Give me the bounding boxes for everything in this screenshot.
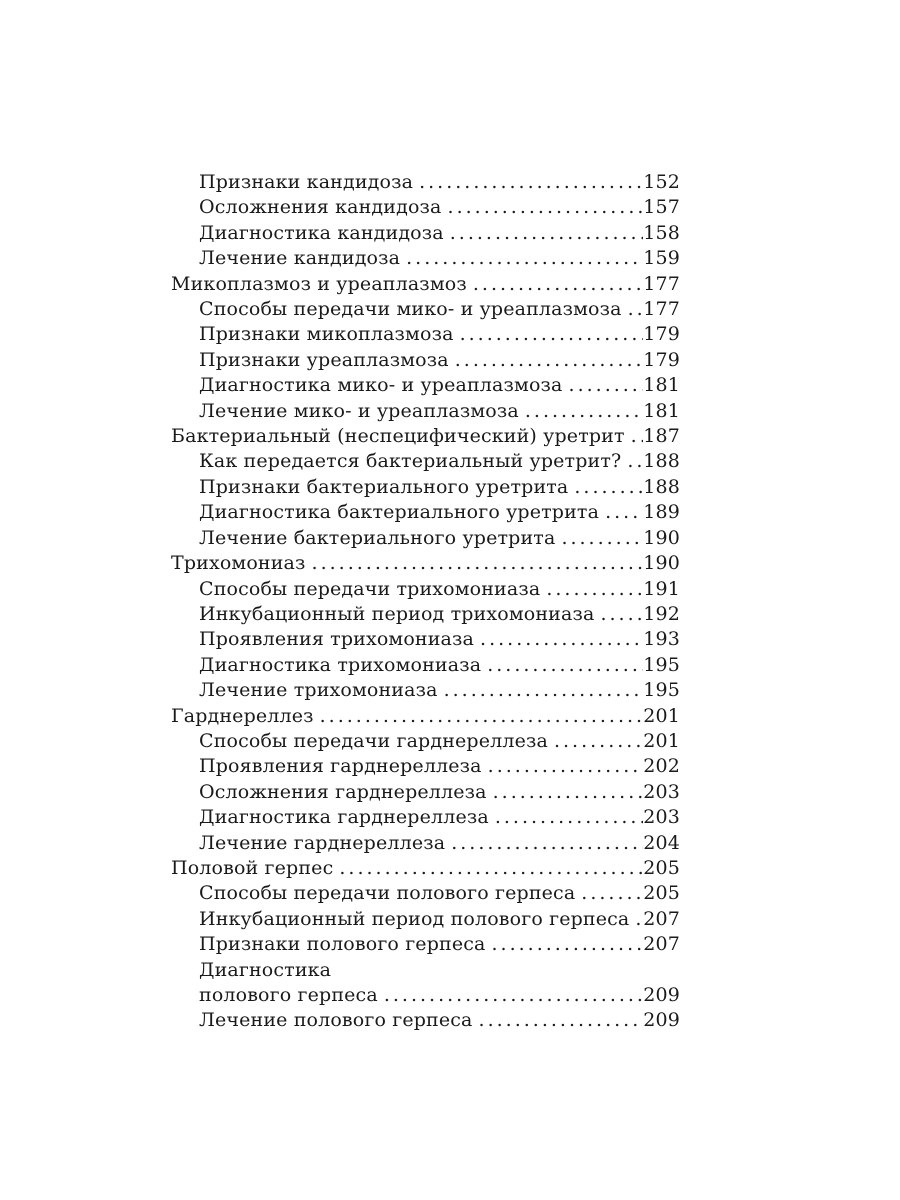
- toc-entry-title: полового герпеса: [199, 984, 378, 1006]
- toc-section-entry: [171, 729, 680, 754]
- toc-entry-title: Диагностика мико- и уреаплазмоза: [199, 374, 563, 397]
- toc-page-number: 207: [643, 933, 680, 956]
- toc-entry-title: Признаки микоплазмоза: [199, 323, 454, 346]
- dot-leader: [554, 729, 643, 754]
- toc-section-entry: [171, 373, 680, 398]
- toc-entry-title: Признаки полового герпеса: [199, 933, 486, 956]
- toc-page-number: 179: [643, 348, 680, 371]
- toc-section-entry: [171, 754, 680, 779]
- toc-section-entry: [171, 577, 680, 602]
- dot-leader: [495, 805, 643, 830]
- dot-leader: [419, 170, 643, 195]
- dot-leader: [451, 831, 643, 856]
- dot-leader: [492, 932, 644, 957]
- toc-section-entry: [171, 195, 680, 220]
- toc-entry-title: Способы передачи мико- и уреаплазмоза: [199, 298, 622, 321]
- toc-entry-title: Лечение бактериального уретрита: [199, 526, 556, 549]
- toc-page-number: 188: [643, 450, 680, 473]
- dot-leader: [628, 297, 644, 322]
- toc-section-entry: [171, 221, 680, 246]
- toc-page-number: 190: [643, 526, 680, 549]
- toc-entry-title: Признаки кандидоза: [199, 171, 414, 193]
- dot-leader: [339, 856, 643, 881]
- toc-chapter-entry: [171, 551, 680, 576]
- toc-page-number: 195: [643, 679, 680, 702]
- table-of-contents: [171, 170, 680, 1034]
- toc-page-number: 189: [643, 501, 680, 524]
- toc-section-entry: [171, 780, 680, 805]
- toc-page-number: 159: [643, 247, 680, 270]
- toc-page-number: 202: [643, 755, 680, 778]
- toc-page-number: 190: [643, 552, 680, 575]
- toc-page-number: 203: [643, 806, 680, 829]
- dot-leader: [635, 907, 643, 932]
- toc-page-number: 181: [643, 399, 680, 422]
- toc-page-number: 191: [643, 577, 680, 600]
- toc-section-entry: [171, 297, 680, 322]
- toc-page-number: 177: [643, 298, 680, 321]
- dot-leader: [574, 475, 643, 500]
- toc-page-number: 177: [643, 272, 680, 295]
- dot-leader: [605, 500, 643, 525]
- toc-entry-title: Диагностика гарднереллеза: [199, 806, 489, 829]
- toc-entry-title: Как передается бактериальный уретрит?: [199, 450, 622, 473]
- toc-page-number: 181: [643, 374, 680, 397]
- toc-entry-title: Лечение мико- и уреаплазмоза: [199, 399, 519, 422]
- toc-page-number: 193: [643, 628, 680, 651]
- toc-entry-title: Половой герпес: [171, 856, 334, 879]
- toc-page-number: 179: [643, 323, 680, 346]
- toc-section-entry: [171, 475, 680, 500]
- dot-leader: [320, 704, 644, 729]
- toc-entry-title: Лечение кандидоза: [199, 247, 401, 270]
- toc-entry-title-line: Диагностика: [199, 958, 332, 981]
- toc-entry-title: Способы передачи полового герпеса: [199, 882, 576, 905]
- dot-leader: [561, 526, 643, 551]
- toc-page-number: 152: [643, 171, 680, 193]
- toc-section-entry: [171, 246, 680, 271]
- toc-section-entry: [171, 526, 680, 551]
- toc-entry-title: Способы передачи трихомониаза: [199, 577, 541, 600]
- toc-entry-title: Гарднереллез: [171, 704, 314, 727]
- toc-entry-title: Микоплазмоз и уреаплазмоз: [171, 272, 467, 295]
- toc-section-entry: [171, 653, 680, 678]
- dot-leader: [600, 602, 643, 627]
- toc-section-entry: [171, 831, 680, 856]
- toc-section-entry: [171, 627, 680, 652]
- toc-page-number: 195: [643, 653, 680, 676]
- dot-leader: [627, 449, 643, 474]
- dot-leader: [384, 983, 643, 1008]
- dot-leader: [406, 246, 643, 271]
- toc-section-entry: [171, 678, 680, 703]
- toc-entry-title: Инкубационный период трихомониаза: [199, 602, 595, 625]
- dot-leader: [444, 678, 644, 703]
- toc-page-number: 201: [643, 729, 680, 752]
- toc-section-entry: [171, 1008, 680, 1033]
- toc-section-entry: [171, 449, 680, 474]
- toc-section-entry: [171, 932, 680, 957]
- toc-section-entry: [171, 500, 680, 525]
- toc-section-entry: [171, 881, 680, 906]
- toc-chapter-entry: [171, 856, 680, 881]
- toc-section-entry: [171, 805, 680, 830]
- toc-chapter-entry: [171, 704, 680, 729]
- toc-entry-title: Проявления гарднереллеза: [199, 755, 482, 778]
- dot-leader: [480, 627, 643, 652]
- toc-entry-title: Лечение гарднереллеза: [199, 831, 446, 854]
- toc-section-entry: [171, 602, 680, 627]
- toc-page-number: 192: [643, 602, 680, 625]
- toc-entry-title: Лечение полового герпеса: [199, 1009, 473, 1032]
- toc-entry-title: Инкубационный период полового герпеса: [199, 907, 630, 930]
- toc-entry-title: Лечение трихомониаза: [199, 679, 438, 702]
- toc-page-number: 204: [643, 831, 680, 854]
- toc-entry-title: Трихомониаз: [171, 552, 306, 575]
- toc-page-number: 201: [643, 704, 680, 727]
- toc-entry-title: Признаки уреаплазмоза: [199, 348, 449, 371]
- toc-page-number: 157: [643, 196, 680, 219]
- toc-page-number: 187: [643, 425, 680, 448]
- dot-leader: [493, 780, 644, 805]
- dot-leader: [525, 399, 643, 424]
- dot-leader: [473, 272, 643, 297]
- dot-leader: [460, 322, 644, 347]
- toc-entry-title: Бактериальный (неспецифический) уретрит: [171, 425, 625, 448]
- dot-leader: [487, 653, 643, 678]
- dot-leader: [455, 348, 644, 373]
- dot-leader: [312, 551, 644, 576]
- toc-entry-title: Признаки бактериального уретрита: [199, 475, 569, 498]
- toc-chapter-entry: [171, 424, 680, 449]
- toc-section-entry: [171, 983, 680, 1008]
- toc-page-number: 188: [643, 475, 680, 498]
- dot-leader: [479, 1008, 644, 1033]
- toc-page-number: 207: [643, 907, 680, 930]
- toc-entry-title: Осложнения гарднереллеза: [199, 780, 487, 803]
- dot-leader: [631, 424, 644, 449]
- toc-entry-title: Осложнения кандидоза: [199, 196, 442, 219]
- toc-section-entry: [171, 170, 680, 195]
- dot-leader: [569, 373, 644, 398]
- dot-leader: [488, 754, 644, 779]
- dot-leader: [546, 577, 643, 602]
- dot-leader: [581, 881, 643, 906]
- toc-section-entry: [171, 348, 680, 373]
- toc-page-number: 203: [643, 780, 680, 803]
- toc-section-entry: [171, 399, 680, 424]
- toc-page-number: 205: [643, 882, 680, 905]
- toc-page-number: 209: [643, 984, 680, 1006]
- toc-entry-title: Диагностика трихомониаза: [199, 653, 482, 676]
- toc-page-number: 209: [643, 1009, 680, 1032]
- toc-entry-title: Проявления трихомониаза: [199, 628, 475, 651]
- dot-leader: [450, 221, 644, 246]
- toc-page-number: 205: [643, 856, 680, 879]
- toc-section-entry: [171, 322, 680, 347]
- toc-chapter-entry: [171, 272, 680, 297]
- dot-leader: [448, 195, 644, 220]
- toc-page-number: 158: [643, 221, 680, 244]
- toc-entry-title: Диагностика кандидоза: [199, 221, 444, 244]
- toc-section-entry: [171, 907, 680, 932]
- toc-entry-title: Диагностика бактериального уретрита: [199, 501, 600, 524]
- toc-entry-title: Способы передачи гарднереллеза: [199, 729, 548, 752]
